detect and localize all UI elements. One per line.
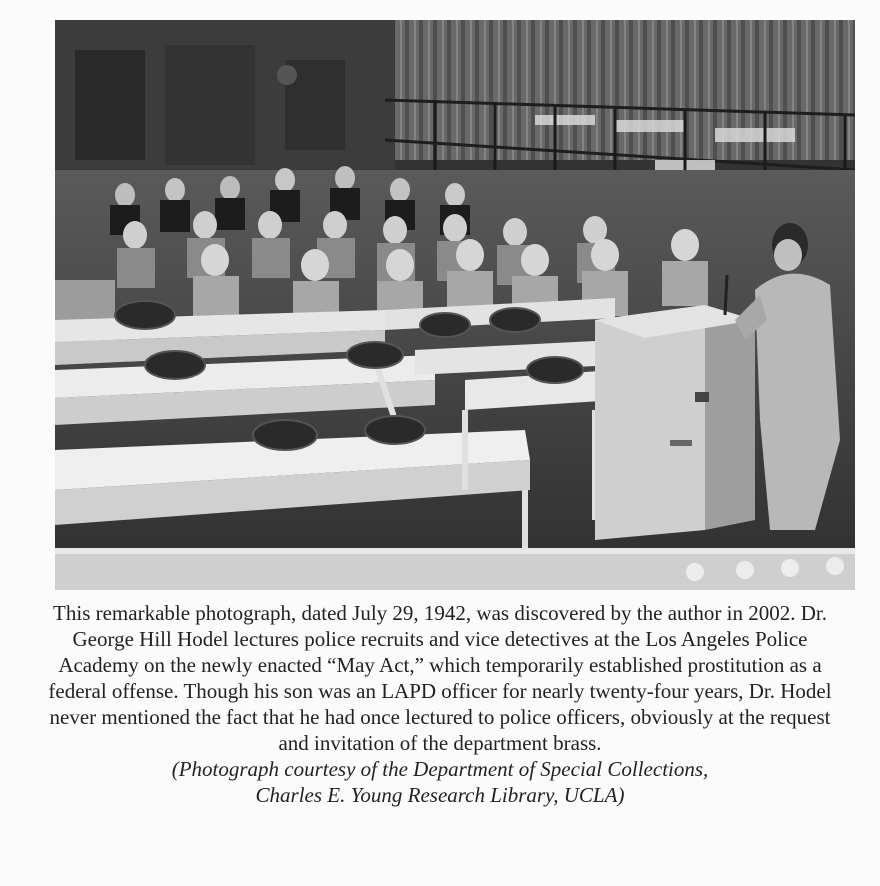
photo-caption <box>40 600 840 808</box>
photo-credit-line-1: (Photograph courtesy of the Department of Special Collections, <box>171 757 709 781</box>
lecture-photograph <box>55 20 855 590</box>
caption-text: This remarkable photograph, dated July 29, 1942, was discovered by the author in 2002. Dr. George Hill Hodel lectures police recruits and vice detectives at the Los Angeles Police Academy on the newly enacted “May Act,” which temporarily established prostitution as a federal offense. Though his son was an LAPD officer for nearly twenty-four years, Dr. Hodel never mentioned the fact that he had once lectured to police officers, obviously at the request and invitation of the department brass. <box>48 601 832 755</box>
photo-credit-line-2: Charles E. Young Research Library, UCLA) <box>255 783 625 807</box>
